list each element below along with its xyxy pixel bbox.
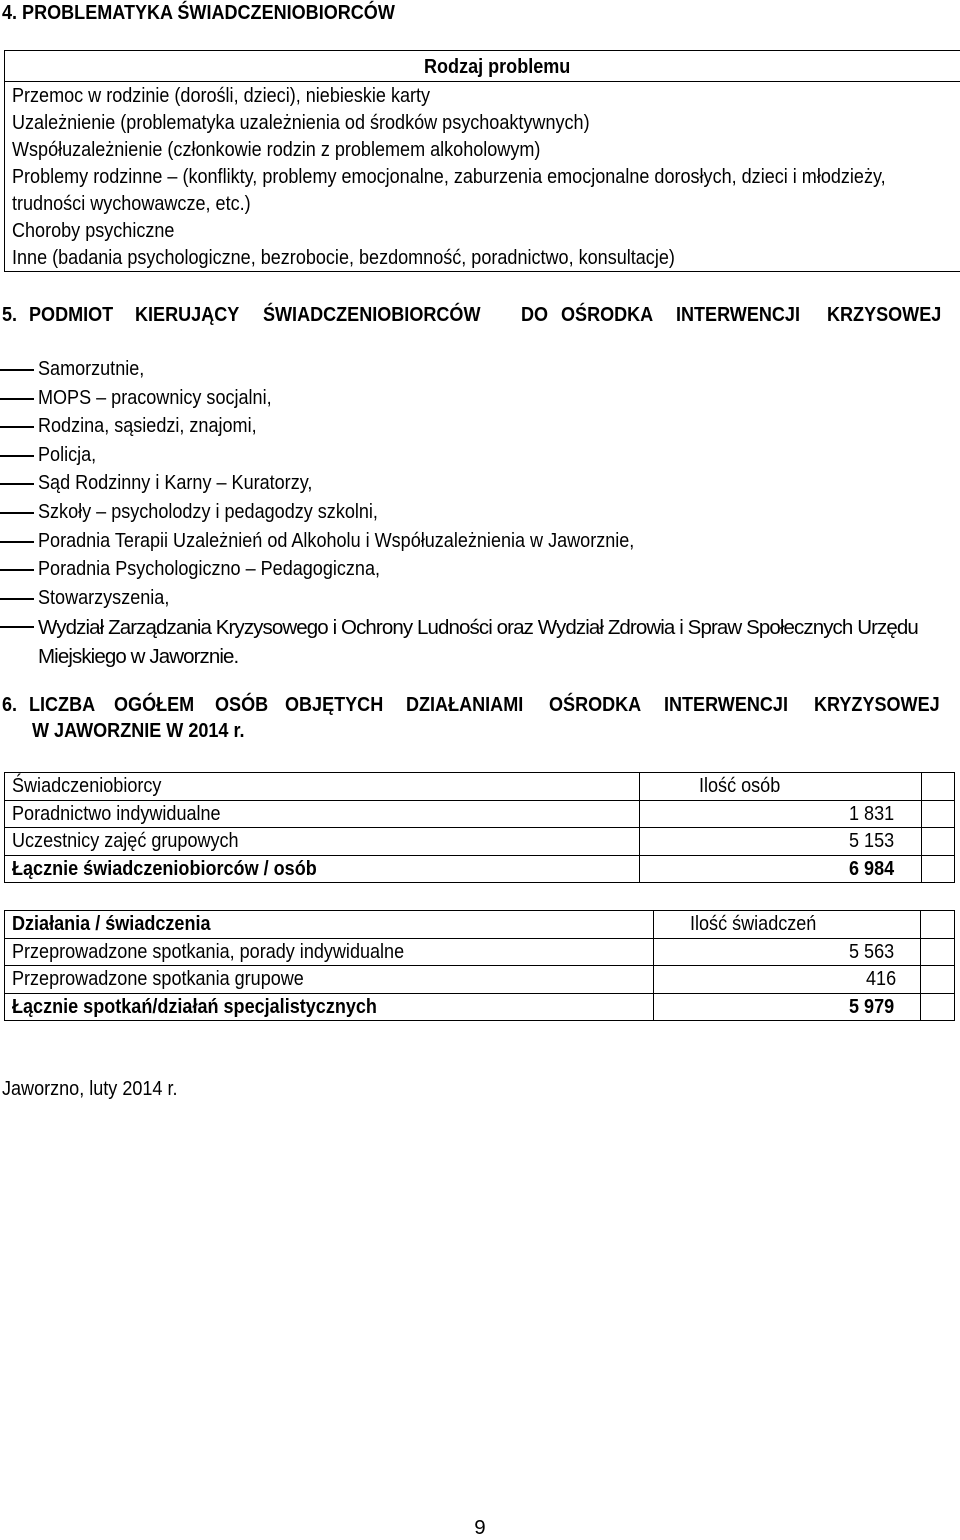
list-item: Poradnia Terapii Uzależnień od Alkoholu i Współuzależnienia w Jaworznie, [0, 527, 960, 556]
empty-cell [921, 993, 955, 1021]
empty-cell [921, 911, 955, 939]
column-header-count: Ilość osób [640, 773, 921, 801]
section-5-heading: 5. PODMIOT KIERUJĄCY ŚWIADCZENIOBIORCÓW DO OŚRODKA INTERWENCJI KRZYSOWEJ [2, 303, 957, 327]
section-4-heading: 4. PROBLEMATYKA ŚWIADCZENIOBIORCÓW [2, 1, 448, 25]
table-cell: Przeprowadzone spotkania grupowe [5, 966, 654, 994]
place-and-date: Jaworzno, luty 2014 r. [2, 1077, 201, 1101]
table-row [5, 800, 955, 828]
table-cell: 1 831 [640, 800, 921, 828]
table-cell: trudności wychowawcze, etc.) [5, 190, 960, 217]
table-cell: Współuzależnienie (członkowie rodzin z problemem alkoholowym) [5, 136, 960, 163]
table-row [5, 244, 960, 272]
dash-bullet-icon [0, 369, 34, 371]
list-item: MOPS – pracownicy socjalni, [0, 384, 960, 413]
services-table [4, 910, 955, 1021]
list-item: Poradnia Psychologiczno – Pedagogiczna, [0, 555, 960, 584]
beneficiaries-table [4, 772, 955, 883]
empty-cell [921, 938, 955, 966]
column-header-service-count: Ilość świadczeń [653, 911, 921, 939]
table-cell: Uzależnienie (problematyka uzależnienia od środków psychoaktywnych) [5, 109, 960, 136]
dash-bullet-icon [0, 598, 34, 600]
total-value: 5 979 [653, 993, 921, 1021]
table-cell: Inne (badania psychologiczne, bezrobocie, bezdomność, poradnictwo, konsultacje) [5, 244, 960, 272]
dash-bullet-icon [0, 512, 34, 514]
table-cell: Przemoc w rodzinie (dorośli, dzieci), niebieskie karty [5, 82, 960, 110]
dash-bullet-icon [0, 455, 34, 457]
table-cell: Uczestnicy zajęć grupowych [5, 828, 640, 856]
table-cell: Choroby psychiczne [5, 217, 960, 244]
empty-cell [921, 800, 954, 828]
dash-bullet-icon [0, 398, 34, 400]
table-row [5, 82, 960, 110]
dash-bullet-icon [0, 426, 34, 428]
table-row [5, 217, 960, 244]
empty-cell [921, 828, 954, 856]
list-item: Samorzutnie, [0, 355, 960, 384]
table-total-row [5, 855, 955, 883]
table-row [5, 828, 955, 856]
table-row [5, 109, 960, 136]
list-item: Policja, [0, 441, 960, 470]
empty-cell [921, 855, 954, 883]
table-row [5, 190, 960, 217]
dash-bullet-icon [0, 483, 34, 485]
table-header-row [5, 773, 955, 801]
table-header-row [5, 911, 955, 939]
table-cell: Problemy rodzinne – (konflikty, problemy emocjonalne, zaburzenia emocjonalne dorosłych, dzieci i młodzieży, [5, 163, 960, 190]
table-cell: Przeprowadzone spotkania, porady indywidualne [5, 938, 654, 966]
column-header-actions: Działania / świadczenia [5, 911, 654, 939]
table-cell: 5 563 [653, 938, 921, 966]
problem-types-table [4, 50, 960, 272]
table-cell: 416 [653, 966, 921, 994]
table-row [5, 163, 960, 190]
list-item: Rodzina, sąsiedzi, znajomi, [0, 412, 960, 441]
total-label: Łącznie spotkań/działań specjalistycznych [5, 993, 654, 1021]
table-row [5, 136, 960, 163]
table-cell: 5 153 [640, 828, 921, 856]
table-header-row [5, 51, 960, 82]
dash-bullet-icon [0, 569, 34, 571]
referring-entities-list [0, 355, 960, 670]
page-number: 9 [0, 1516, 960, 1540]
list-item: Sąd Rodzinny i Karny – Kuratorzy, [0, 469, 960, 498]
list-item: Stowarzyszenia, [0, 584, 960, 613]
column-header-problem-type: Rodzaj problemu [5, 51, 960, 82]
table-row [5, 966, 955, 994]
dash-bullet-icon [0, 541, 34, 543]
section-6-heading: 6. LICZBA OGÓŁEM OSÓB OBJĘTYCH DZIAŁANIAMI OŚRODKA INTERWENCJI KRYZYSOWEJ W JAWORZNIE W 2014 r. [2, 693, 957, 743]
total-label: Łącznie świadczeniobiorców / osób [5, 855, 640, 883]
table-total-row [5, 993, 955, 1021]
list-item: Szkoły – psycholodzy i pedagodzy szkolni, [0, 498, 960, 527]
list-item: Wydział Zarządzania Kryzysowego i Ochrony Ludności oraz Wydział Zdrowia i Spraw Społecznych Urzędu Miejskiego w Jaworznie. [0, 612, 960, 670]
table-cell: Poradnictwo indywidualne [5, 800, 640, 828]
total-value: 6 984 [640, 855, 921, 883]
empty-cell [921, 966, 955, 994]
dash-bullet-icon [0, 626, 34, 628]
column-header-beneficiaries: Świadczeniobiorcy [5, 773, 640, 801]
table-row [5, 938, 955, 966]
empty-cell [921, 773, 954, 801]
